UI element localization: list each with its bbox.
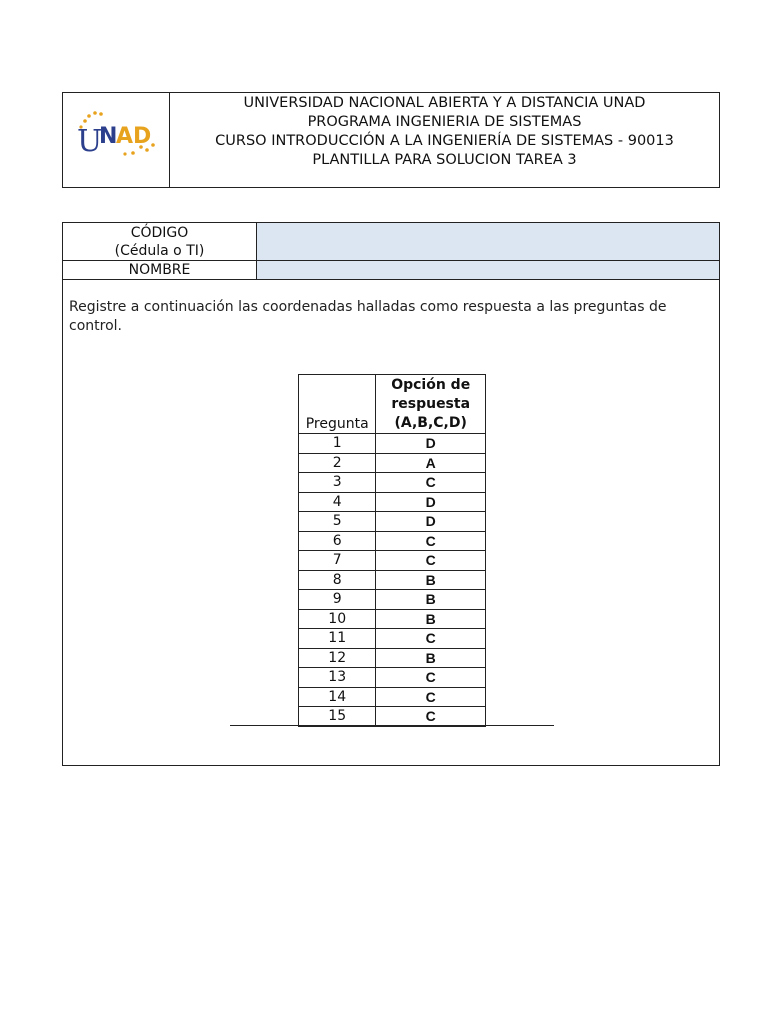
column-header-question: Pregunta: [299, 375, 376, 434]
answer-option[interactable]: C: [376, 707, 486, 727]
document-header: [62, 92, 720, 188]
question-number: 6: [299, 531, 376, 551]
table-row: [299, 473, 486, 493]
answer-option[interactable]: D: [376, 512, 486, 532]
question-number: 11: [299, 629, 376, 649]
question-number: 1: [299, 434, 376, 454]
answer-option[interactable]: B: [376, 590, 486, 610]
question-number: 9: [299, 590, 376, 610]
codigo-sublabel: (Cédula o TI): [114, 243, 205, 259]
table-baseline-rule: [230, 725, 554, 726]
answer-option[interactable]: C: [376, 473, 486, 493]
instruction-text: Registre a continuación las coordenadas halladas como respuesta a las preguntas de control.: [69, 299, 667, 334]
answer-option[interactable]: D: [376, 492, 486, 512]
column-header-option: [376, 375, 486, 434]
nombre-label: NOMBRE: [63, 261, 257, 279]
logo-ad: AD: [116, 124, 152, 149]
answers-section: [62, 280, 720, 766]
table-row: [299, 492, 486, 512]
answer-option[interactable]: D: [376, 434, 486, 454]
nombre-field[interactable]: [257, 261, 719, 279]
table-row: [299, 512, 486, 532]
header-program: PROGRAMA INGENIERIA DE SISTEMAS: [307, 114, 582, 130]
answer-option[interactable]: B: [376, 609, 486, 629]
question-number: 3: [299, 473, 376, 493]
answer-option[interactable]: C: [376, 551, 486, 571]
header-university: UNIVERSIDAD NACIONAL ABIERTA Y A DISTANCIA UNAD: [243, 95, 646, 111]
table-row: [299, 609, 486, 629]
question-number: 14: [299, 687, 376, 707]
header-text: [170, 93, 719, 187]
codigo-field[interactable]: [257, 223, 719, 261]
header-course: CURSO INTRODUCCIÓN A LA INGENIERÍA DE SISTEMAS - 90013: [215, 133, 674, 149]
answer-option[interactable]: B: [376, 648, 486, 668]
table-row: [299, 531, 486, 551]
answer-option[interactable]: C: [376, 531, 486, 551]
answer-option[interactable]: A: [376, 453, 486, 473]
table-row: [299, 453, 486, 473]
table-row: [299, 434, 486, 454]
question-number: 2: [299, 453, 376, 473]
table-row: [299, 551, 486, 571]
question-number: 12: [299, 648, 376, 668]
answers-table: [298, 374, 486, 727]
answer-option[interactable]: B: [376, 570, 486, 590]
table-row: [299, 629, 486, 649]
question-number: 7: [299, 551, 376, 571]
question-number: 5: [299, 512, 376, 532]
answer-option[interactable]: C: [376, 668, 486, 688]
answers-header-row: [299, 375, 486, 434]
question-number: 10: [299, 609, 376, 629]
table-row: [299, 570, 486, 590]
logo-cell: [63, 93, 170, 187]
unad-logo: [75, 109, 159, 159]
student-id-table: [62, 222, 720, 280]
question-number: 15: [299, 707, 376, 727]
answer-option[interactable]: C: [376, 687, 486, 707]
question-number: 13: [299, 668, 376, 688]
table-row: [299, 707, 486, 727]
question-number: 8: [299, 570, 376, 590]
table-row: [299, 668, 486, 688]
header-template-title: PLANTILLA PARA SOLUCION TAREA 3: [312, 152, 577, 168]
column-header-option-line1: Opción de: [391, 377, 471, 393]
question-number: 4: [299, 492, 376, 512]
column-header-option-line3: (A,B,C,D): [394, 415, 467, 431]
codigo-label: CÓDIGO: [130, 225, 189, 241]
logo-u: U: [77, 124, 103, 159]
column-header-option-line2: respuesta: [391, 396, 471, 412]
codigo-label-cell: [63, 223, 257, 261]
logo-n: N: [99, 124, 118, 149]
table-row: [299, 648, 486, 668]
table-row: [299, 687, 486, 707]
table-row: [299, 590, 486, 610]
answer-option[interactable]: C: [376, 629, 486, 649]
